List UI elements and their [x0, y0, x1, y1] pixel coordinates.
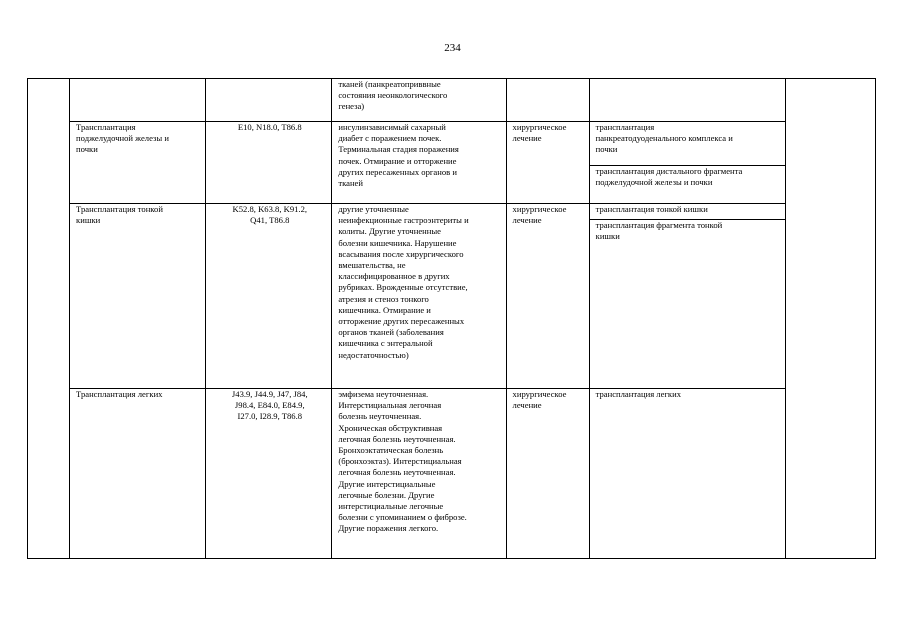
treatment-cell: хирургическое лечение — [506, 204, 589, 389]
diagnosis-cell: эмфизема неуточненная. Интерстициальная легочная болезнь неуточненная. Хроническая обструктивная легочная болезнь неуточненная. Бронхоэктатическая болезнь (бронхоэктаз). Интерстициальная легочная болезнь неуточненная. Другие интерстициальные легочные болезни. Другие интерстициальные легочные болезни с упоминанием о фиброзе. Другие поражения легкого. — [332, 389, 506, 559]
codes-cell: K52.8, K63.8, K91.2, Q41, T86.8 — [206, 204, 332, 389]
page-number: 234 — [444, 42, 461, 54]
procedure-cell: Трансплантация поджелудочной железы и почки — [70, 122, 206, 204]
medical-care-table — [27, 78, 876, 559]
codes-cell — [206, 79, 332, 122]
diagnosis-cell: тканей (панкреатоприввные состояния неонкологического генеза) — [332, 79, 506, 122]
codes-cell: J43.9, J44.9, J47, J84, J98.4, E84.0, E84.9, I27.0, I28.9, T86.8 — [206, 389, 332, 559]
procedure-cell — [70, 79, 206, 122]
method-cell: трансплантация тонкой кишки — [589, 204, 785, 220]
method-cell: трансплантация панкреатодуоденального комплекса и почки — [589, 122, 785, 166]
treatment-cell: хирургическое лечение — [506, 122, 589, 204]
diagnosis-cell: другие уточненные неинфекционные гастроэнтериты и колиты. Другие уточненные болезни кишечника. Нарушение всасывания после хирургического вмешательства, не классифицированное в других рубриках. Врожденные отсутствие, атрезия и стеноз тонкого кишечника. Отмирание и отторжение других пересаженных органов тканей (заболевания кишечника с энтеральной недостаточностью) — [332, 204, 506, 389]
table-row — [28, 122, 876, 166]
extra-cell — [785, 79, 875, 559]
method-cell: трансплантация дистального фрагмента поджелудочной железы и почки — [589, 166, 785, 204]
table-row — [28, 389, 876, 559]
method-cell: трансплантация легких — [589, 389, 785, 559]
procedure-cell: Трансплантация легких — [70, 389, 206, 559]
table-row — [28, 204, 876, 220]
diagnosis-cell: инсулинзависимый сахарный диабет с поражением почек. Терминальная стадия поражения почек. Отмирание и отторжение других пересаженных органов и тканей — [332, 122, 506, 204]
treatment-cell — [506, 79, 589, 122]
codes-cell: E10, N18.0, T86.8 — [206, 122, 332, 204]
table-row — [28, 79, 876, 122]
treatment-cell: хирургическое лечение — [506, 389, 589, 559]
method-cell — [589, 79, 785, 122]
group-cell — [28, 79, 70, 559]
procedure-cell: Трансплантация тонкой кишки — [70, 204, 206, 389]
method-cell: трансплантация фрагмента тонкой кишки — [589, 220, 785, 389]
